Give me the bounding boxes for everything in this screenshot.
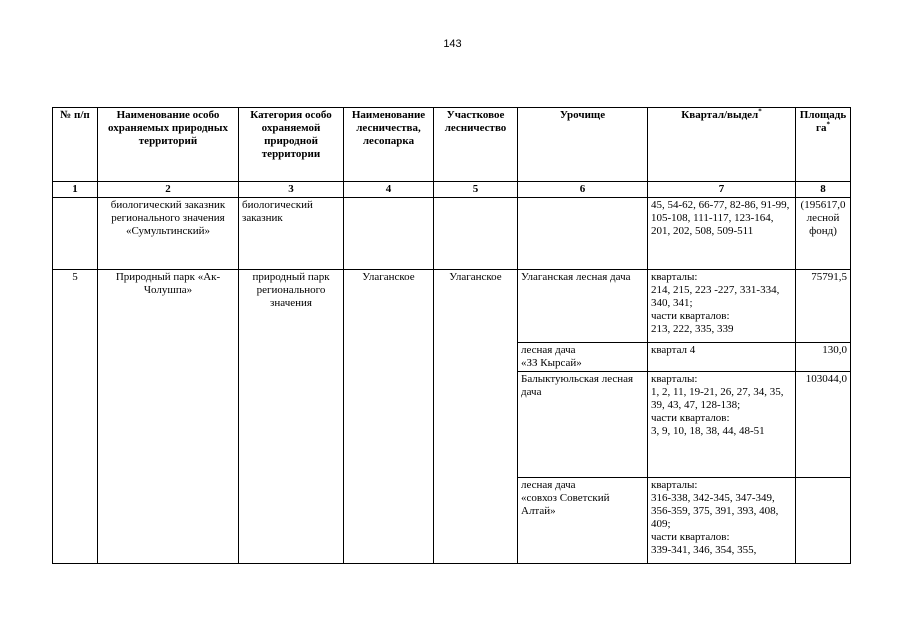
cell-area: 130,0 (796, 343, 851, 372)
cell-area (796, 478, 851, 564)
cell-category: природный парк регионального значения (239, 270, 344, 564)
cell-kvartal: кварталы: 214, 215, 223 -227, 331-334, 340, 341; части кварталов: 213, 222, 335, 339 (648, 270, 796, 343)
header-uchastkovoe: Участковое лесничество (434, 108, 518, 182)
column-number: 8 (796, 182, 851, 198)
cell-urochishche: Улаганская лесная дача (518, 270, 648, 343)
cell-kvartal: кварталы: 316-338, 342-345, 347-349, 356-359, 375, 391, 393, 408, 409; части кварталов: 339-341, 346, 354, 355, (648, 478, 796, 564)
cell-kvartal: квартал 4 (648, 343, 796, 372)
column-number: 6 (518, 182, 648, 198)
table-row-continued (53, 198, 851, 270)
cell-kvartal: 45, 54-62, 66-77, 82-86, 91-99, 105-108, 111-117, 123-164, 201, 202, 508, 509-511 (648, 198, 796, 270)
cell-urochishche: лесная дача «совхоз Советский Алтай» (518, 478, 648, 564)
cell-uchastkovoe (434, 198, 518, 270)
page-number: 143 (443, 38, 462, 50)
column-number-row (53, 182, 851, 198)
cell-urochishche: Балыктуюльская лесная дача (518, 372, 648, 478)
column-number: 7 (648, 182, 796, 198)
cell-lesnichestvo (344, 198, 434, 270)
forest-territories-table (52, 107, 851, 564)
cell-lesnichestvo: Улаганское (344, 270, 434, 564)
cell-territory-name: Природный парк «Ак-Чолушпа» (98, 270, 239, 564)
column-number: 3 (239, 182, 344, 198)
cell-urochishche (518, 198, 648, 270)
table-row-5 (53, 270, 851, 343)
header-area-footnote: * (826, 120, 830, 129)
header-territory-name: Наименование особо охраняемых природных территорий (98, 108, 239, 182)
cell-urochishche: лесная дача «ЗЗ Кырсай» (518, 343, 648, 372)
cell-area: 103044,0 (796, 372, 851, 478)
column-number: 2 (98, 182, 239, 198)
header-urochishche: Урочище (518, 108, 648, 182)
column-number: 4 (344, 182, 434, 198)
column-number: 1 (53, 182, 98, 198)
cell-area: 75791,5 (796, 270, 851, 343)
header-area (796, 108, 851, 182)
header-lesnichestvo: Наименование лесничества, лесопарка (344, 108, 434, 182)
header-kvartal-footnote: * (758, 107, 762, 116)
header-category: Категория особо охраняемой природной территории (239, 108, 344, 182)
header-kvartal-text: Квартал/выдел (681, 109, 759, 121)
table-header-row (53, 108, 851, 182)
cell-area: (195617,0 лесной фонд) (796, 198, 851, 270)
cell-num: 5 (53, 270, 98, 564)
header-kvartal (648, 108, 796, 182)
header-area-text: Площадь га (799, 109, 847, 134)
cell-category: биологический заказник (239, 198, 344, 270)
cell-uchastkovoe: Улаганское (434, 270, 518, 564)
column-number: 5 (434, 182, 518, 198)
cell-kvartal: кварталы: 1, 2, 11, 19-21, 26, 27, 34, 35, 39, 43, 47, 128-138; части кварталов: 3, 9, 10, 18, 38, 44, 48-51 (648, 372, 796, 478)
header-num: № п/п (53, 108, 98, 182)
cell-num (53, 198, 98, 270)
cell-territory-name: биологический заказник регионального значения «Сумультинский» (98, 198, 239, 270)
